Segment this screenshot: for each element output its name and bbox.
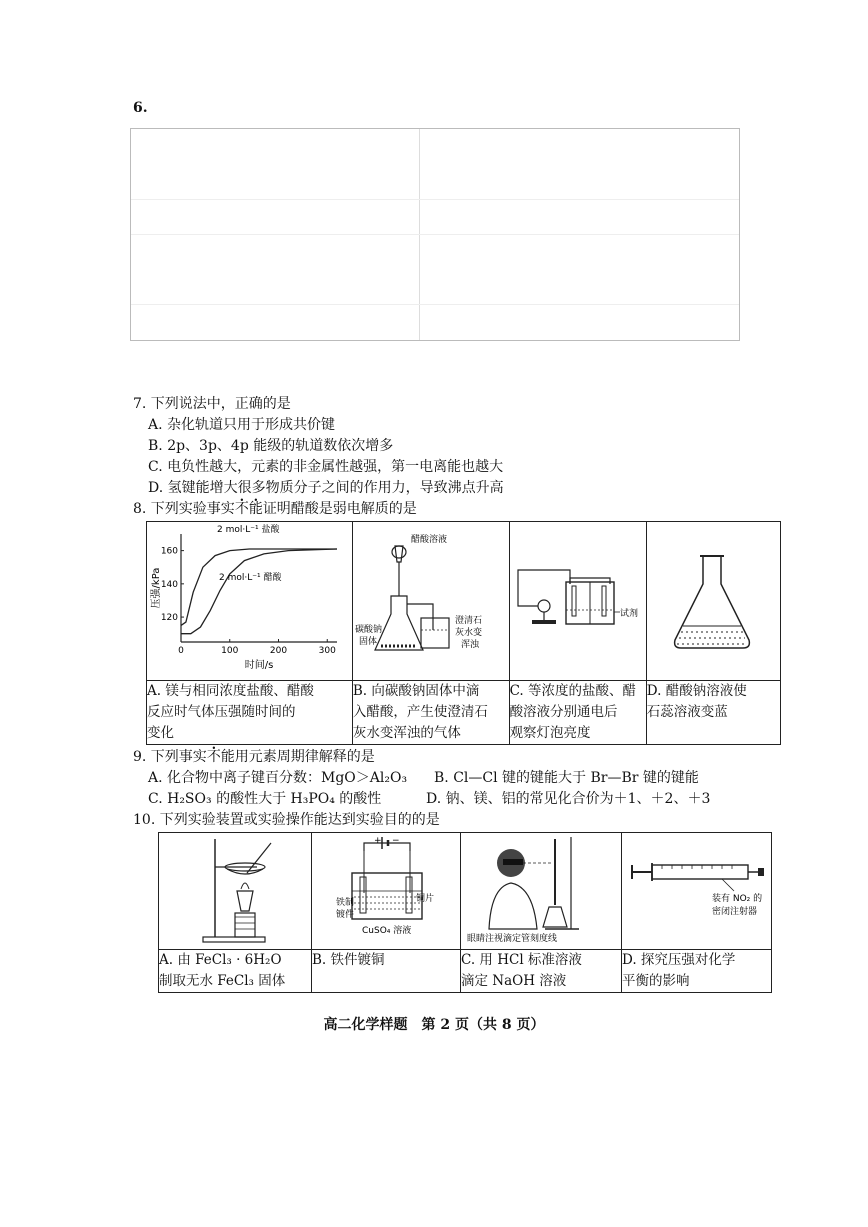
svg-text:醋酸溶液: 醋酸溶液 [410, 535, 447, 545]
svg-text:眼睛注视滴定管刻度线: 眼睛注视滴定管刻度线 [467, 934, 558, 944]
box-divider [131, 199, 739, 200]
q10-figure-a [159, 833, 312, 950]
question-7-option-d: D. 氢键能增大很多物质分子之间的作用力，导致沸点升高 [148, 480, 504, 496]
evaporating-dish-stand-icon [159, 833, 311, 945]
svg-text:固体: 固体 [358, 637, 377, 647]
x-tick-label: 100 [221, 646, 239, 656]
q10-caption-c: C. 用 HCl 标准溶液 滴定 NaOH 溶液 [461, 950, 622, 993]
svg-text:密闭注射器: 密闭注射器 [712, 907, 758, 917]
y-tick-label: 160 [160, 546, 178, 557]
q10-caption-a: A. 由 FeCl₃ · 6H₂O 制取无水 FeCl₃ 固体 [159, 950, 312, 993]
q10-figure-b [312, 833, 461, 950]
question-8-table [146, 521, 781, 745]
svg-text:灰水变: 灰水变 [454, 628, 482, 638]
pressure-time-chart [147, 522, 347, 676]
x-tick-label: 200 [269, 646, 288, 656]
conical-flask-icon [647, 522, 777, 676]
q8-caption-a: A. 镁与相同浓度盐酸、醋酸 反应时气体压强随时间的 变化 [147, 681, 353, 745]
q8-caption-c: C. 等浓度的盐酸、醋 酸溶液分别通电后 观察灯泡亮度 [509, 681, 646, 745]
q8-caption-d: D. 醋酸钠溶液使 石蕊溶液变蓝 [646, 681, 780, 745]
svg-text:CuSO₄ 溶液: CuSO₄ 溶液 [362, 926, 412, 936]
y-axis-label: 压强/kPa [151, 567, 162, 609]
question-7-option-b: B. 2p、3p、4p 能级的轨道数依次增多 [148, 438, 394, 454]
titration-person-icon [461, 833, 621, 945]
series-line-2 [181, 549, 337, 634]
svg-text:澄清石: 澄清石 [454, 616, 482, 626]
q10-figure-c [461, 833, 622, 950]
conductivity-apparatus-icon [510, 522, 643, 676]
sealed-syringe-icon [622, 833, 771, 945]
question-7-option-a: A. 杂化轨道只用于形成共价键 [148, 417, 336, 433]
question-9-option-c: C. H₂SO₃ 的酸性大于 H₃PO₄ 的酸性 [148, 791, 382, 807]
x-tick-label: 0 [178, 646, 184, 656]
question-8-stem: 8. 下列实验事实不能证明醋酸是弱电解质的是 [133, 501, 417, 517]
q8-figure-b [352, 522, 509, 681]
svg-text:+: + [374, 836, 382, 846]
svg-text:试剂: 试剂 [619, 609, 638, 619]
svg-text:装有 NO₂ 的: 装有 NO₂ 的 [712, 894, 763, 904]
series-label-2: 2 mol·L⁻¹ 醋酸 [219, 573, 282, 583]
question-9-stem: 9. 下列事实不能用元素周期律解释的是 [133, 749, 375, 765]
question-10-stem: 10. 下列实验装置或实验操作能达到实验目的的是 [133, 812, 440, 828]
svg-text:浑浊: 浑浊 [460, 640, 479, 650]
svg-text:铜片: 铜片 [416, 894, 435, 904]
page-footer: 高二化学样题 第 2 页（共 8 页） [323, 1017, 545, 1033]
box-divider [131, 304, 739, 305]
electroplating-apparatus-icon [312, 833, 460, 945]
q10-caption-b: B. 铁件镀铜 [312, 950, 461, 993]
series-line-1 [181, 549, 337, 625]
series-label-1: 2 mol·L⁻¹ 盐酸 [217, 525, 280, 535]
question-6-answer-box [130, 128, 740, 341]
question-9-option-d: D. 钠、镁、铝的常见化合价为＋1、＋2、＋3 [426, 791, 711, 807]
y-tick-label: 120 [160, 613, 178, 624]
box-divider [131, 234, 739, 235]
question-10-table [158, 832, 772, 993]
y-tick-label: 140 [160, 579, 178, 590]
svg-text:碳酸钠: 碳酸钠 [354, 625, 382, 635]
question-7-stem: 7. 下列说法中，正确的是 [133, 396, 291, 412]
q10-caption-d: D. 探究压强对化学 平衡的影响 [622, 950, 772, 993]
q8-caption-b: B. 向碳酸钠固体中滴 入醋酸，产生使澄清石 灰水变浑浊的气体 [352, 681, 509, 745]
q8-figure-d [646, 522, 780, 681]
x-axis-label: 时间/s [244, 660, 274, 671]
question-6-number: 6. [133, 100, 148, 116]
q10-figure-d [622, 833, 772, 950]
question-9-option-a: A. 化合物中离子键百分数：MgO＞Al₂O₃ [148, 770, 408, 786]
x-tick-label: 300 [318, 646, 336, 656]
q8-figure-a [147, 522, 353, 681]
svg-text:镀件: 镀件 [336, 910, 355, 920]
question-9-option-b: B. Cl—Cl 键的键能大于 Br—Br 键的键能 [434, 770, 699, 786]
sodium-carbonate-apparatus-icon [353, 522, 505, 676]
svg-text:铁制: 铁制 [336, 898, 355, 908]
q8-figure-c [509, 522, 646, 681]
svg-text:−: − [392, 836, 400, 846]
question-7-option-c: C. 电负性越大，元素的非金属性越强，第一电离能也越大 [148, 459, 504, 475]
